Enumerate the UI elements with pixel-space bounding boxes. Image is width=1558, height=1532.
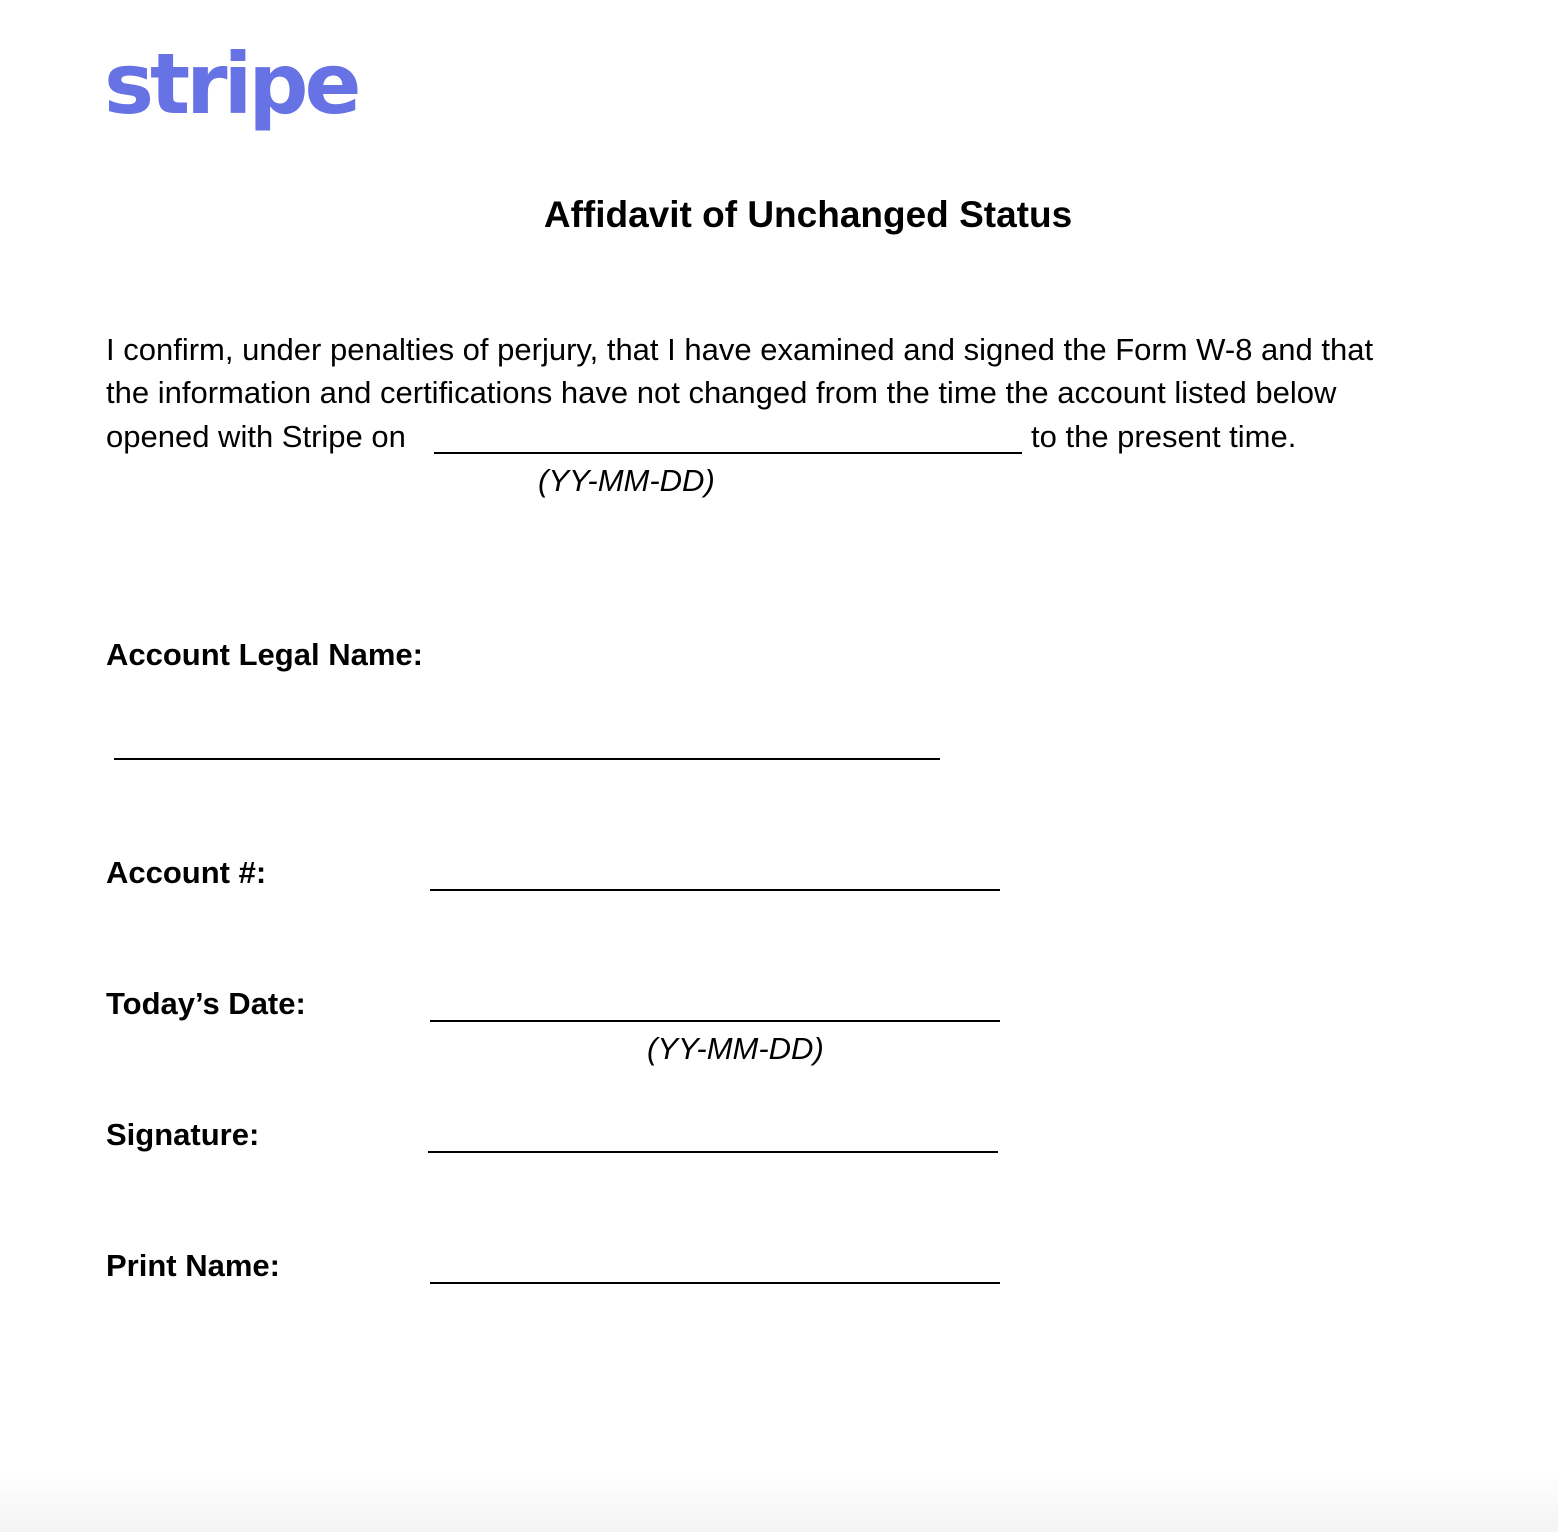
- account-open-date-blank[interactable]: [434, 452, 1022, 454]
- account-number-blank[interactable]: [430, 889, 1000, 891]
- account-legal-name-blank[interactable]: [114, 758, 940, 760]
- todays-date-label: Today’s Date:: [106, 986, 306, 1021]
- open-date-format-hint: (YY-MM-DD): [538, 463, 715, 498]
- page-title: Affidavit of Unchanged Status: [543, 194, 1073, 235]
- print-name-label: Print Name:: [106, 1248, 280, 1283]
- stripe-logo: stripe: [104, 35, 358, 133]
- paragraph-line-3-start: opened with Stripe on: [106, 419, 406, 454]
- paragraph-line-3-end: to the present time.: [1031, 419, 1297, 454]
- todays-date-format-hint: (YY-MM-DD): [647, 1031, 824, 1066]
- todays-date-blank[interactable]: [430, 1020, 1000, 1022]
- account-number-label: Account #:: [106, 855, 267, 890]
- page-bottom-shadow: [0, 1472, 1558, 1532]
- signature-label: Signature:: [106, 1117, 260, 1152]
- paragraph-line-1: I confirm, under penalties of perjury, that I have examined and signed the Form W-8 and that: [106, 332, 1374, 367]
- print-name-blank[interactable]: [430, 1282, 1000, 1284]
- paragraph-line-2: the information and certifications have not changed from the time the account listed below: [106, 375, 1337, 410]
- signature-blank[interactable]: [428, 1151, 998, 1153]
- account-legal-name-label: Account Legal Name:: [106, 637, 423, 672]
